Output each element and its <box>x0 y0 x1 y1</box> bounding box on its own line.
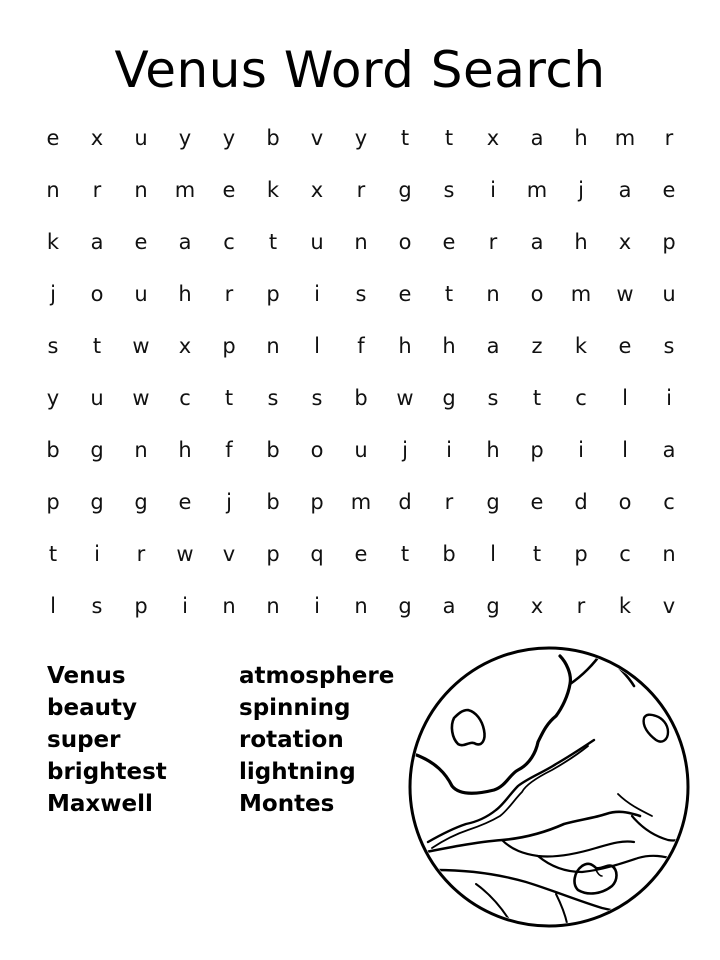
grid-letter: r <box>136 542 146 566</box>
grid-letter: j <box>578 178 584 202</box>
grid-letter: t <box>532 386 542 410</box>
grid-letter: l <box>622 438 628 462</box>
grid-letter: x <box>178 334 192 358</box>
grid-letter: j <box>402 438 408 462</box>
grid-letter: m <box>614 126 636 150</box>
grid-letter: s <box>663 334 675 358</box>
grid-letter: p <box>266 542 280 566</box>
grid-letter: c <box>575 386 587 410</box>
grid-letter: n <box>222 594 236 618</box>
grid-letter: t <box>444 126 454 150</box>
grid-letter: p <box>310 490 324 514</box>
grid-letter: n <box>354 594 368 618</box>
grid-letter: a <box>178 230 192 254</box>
grid-letter: w <box>132 334 150 358</box>
word-list-item: Venus <box>47 663 126 689</box>
grid-letter: p <box>134 594 148 618</box>
grid-letter: d <box>574 490 588 514</box>
word-list-column-1 <box>47 660 167 820</box>
word-list-item: beauty <box>47 695 137 721</box>
grid-letter: w <box>616 282 634 306</box>
grid-letter: u <box>134 126 148 150</box>
grid-letter: v <box>662 594 676 618</box>
grid-letter: k <box>618 594 632 618</box>
grid-letter: r <box>576 594 586 618</box>
grid-letter: b <box>266 490 280 514</box>
grid-letter: w <box>176 542 194 566</box>
grid-letter: l <box>50 594 56 618</box>
grid-letter: b <box>266 126 280 150</box>
grid-letter: e <box>222 178 236 202</box>
grid-letter: w <box>132 386 150 410</box>
grid-letter: b <box>442 542 456 566</box>
grid-letter: r <box>444 490 454 514</box>
grid-letter: u <box>354 438 368 462</box>
grid-letter: i <box>666 386 672 410</box>
grid-letter: u <box>310 230 324 254</box>
grid-letter: k <box>266 178 280 202</box>
grid-letter: i <box>182 594 188 618</box>
grid-letter: u <box>662 282 676 306</box>
grid-letter: y <box>46 386 60 410</box>
grid-letter: b <box>354 386 368 410</box>
grid-letter: a <box>442 594 456 618</box>
grid-letter: t <box>532 542 542 566</box>
grid-letter: h <box>574 230 588 254</box>
grid-letter: a <box>90 230 104 254</box>
grid-letter: g <box>486 490 500 514</box>
grid-letter: h <box>442 334 456 358</box>
grid-letter: n <box>134 178 148 202</box>
grid-letter: n <box>266 334 280 358</box>
venus-planet-icon <box>406 644 692 930</box>
grid-letter: i <box>578 438 584 462</box>
grid-letter: s <box>487 386 499 410</box>
grid-letter: n <box>46 178 60 202</box>
grid-letter: o <box>398 230 412 254</box>
grid-letter: c <box>223 230 235 254</box>
grid-letter: b <box>46 438 60 462</box>
grid-letter: h <box>574 126 588 150</box>
grid-letter: n <box>134 438 148 462</box>
grid-letter: p <box>46 490 60 514</box>
grid-letter: y <box>178 126 192 150</box>
grid-letter: m <box>350 490 372 514</box>
grid-letter: r <box>92 178 102 202</box>
grid-letter: e <box>134 230 148 254</box>
grid-letter: r <box>488 230 498 254</box>
grid-letter: o <box>618 490 632 514</box>
grid-letter: g <box>442 386 456 410</box>
grid-letter: t <box>400 542 410 566</box>
grid-letter: q <box>310 542 324 566</box>
grid-letter: t <box>268 230 278 254</box>
grid-letter: x <box>530 594 544 618</box>
grid-letter: r <box>356 178 366 202</box>
grid-letter: i <box>314 594 320 618</box>
grid-letter: s <box>311 386 323 410</box>
grid-letter: s <box>267 386 279 410</box>
grid-letter: e <box>178 490 192 514</box>
grid-letter: e <box>662 178 676 202</box>
word-list-item: super <box>47 727 121 753</box>
grid-letter: e <box>618 334 632 358</box>
grid-letter: y <box>222 126 236 150</box>
grid-letter: h <box>486 438 500 462</box>
grid-letter: r <box>224 282 234 306</box>
word-list-column-2 <box>239 660 394 820</box>
grid-letter: u <box>90 386 104 410</box>
grid-letter: r <box>664 126 674 150</box>
grid-letter: h <box>178 438 192 462</box>
grid-letter: o <box>530 282 544 306</box>
grid-letter: s <box>91 594 103 618</box>
grid-letter: a <box>618 178 632 202</box>
grid-letter: c <box>179 386 191 410</box>
grid-letter: n <box>354 230 368 254</box>
grid-letter: a <box>662 438 676 462</box>
grid-letter: t <box>48 542 58 566</box>
grid-letter: m <box>174 178 196 202</box>
grid-letter: g <box>90 490 104 514</box>
grid-letter: g <box>486 594 500 618</box>
grid-letter: p <box>530 438 544 462</box>
grid-letter: t <box>444 282 454 306</box>
grid-letter: i <box>94 542 100 566</box>
grid-letter: t <box>224 386 234 410</box>
grid-letter: b <box>266 438 280 462</box>
grid-letter: s <box>47 334 59 358</box>
grid-letter: h <box>178 282 192 306</box>
grid-letter: e <box>46 126 60 150</box>
grid-letter: g <box>398 178 412 202</box>
word-list-item: atmosphere <box>239 663 395 689</box>
grid-letter: p <box>266 282 280 306</box>
grid-letter: e <box>354 542 368 566</box>
grid-letter: g <box>134 490 148 514</box>
grid-letter: f <box>225 438 233 462</box>
grid-letter: s <box>443 178 455 202</box>
grid-letter: y <box>354 126 368 150</box>
grid-letter: i <box>314 282 320 306</box>
grid-letter: l <box>490 542 496 566</box>
grid-letter: p <box>574 542 588 566</box>
grid-letter: e <box>530 490 544 514</box>
grid-letter: t <box>400 126 410 150</box>
grid-letter: p <box>222 334 236 358</box>
grid-letter: f <box>357 334 365 358</box>
grid-letter: x <box>618 230 632 254</box>
grid-letter: c <box>663 490 675 514</box>
grid-letter: x <box>310 178 324 202</box>
page-title: Venus Word Search <box>114 41 606 99</box>
grid-letter: x <box>486 126 500 150</box>
grid-letter: p <box>662 230 676 254</box>
grid-letter: a <box>530 126 544 150</box>
word-list-item: brightest <box>47 759 167 785</box>
grid-letter: h <box>398 334 412 358</box>
letter-grid <box>31 112 691 632</box>
grid-letter: x <box>90 126 104 150</box>
word-list-item: spinning <box>239 695 351 721</box>
grid-letter: n <box>486 282 500 306</box>
grid-letter: s <box>355 282 367 306</box>
grid-letter: v <box>222 542 236 566</box>
grid-letter: e <box>398 282 412 306</box>
grid-letter: k <box>574 334 588 358</box>
word-list-item: Maxwell <box>47 791 153 817</box>
grid-letter: j <box>50 282 56 306</box>
grid-letter: m <box>570 282 592 306</box>
grid-letter: z <box>531 334 543 358</box>
grid-letter: i <box>490 178 496 202</box>
grid-letter: o <box>90 282 104 306</box>
grid-letter: i <box>446 438 452 462</box>
grid-letter: v <box>310 126 324 150</box>
word-list-item: lightning <box>239 759 356 785</box>
grid-letter: t <box>92 334 102 358</box>
grid-letter: o <box>310 438 324 462</box>
grid-letter: l <box>622 386 628 410</box>
grid-letter: u <box>134 282 148 306</box>
grid-letter: m <box>526 178 548 202</box>
grid-letter: a <box>486 334 500 358</box>
grid-letter: w <box>396 386 414 410</box>
grid-letter: j <box>226 490 232 514</box>
grid-letter: a <box>530 230 544 254</box>
grid-letter: c <box>619 542 631 566</box>
grid-letter: e <box>442 230 456 254</box>
word-list-item: rotation <box>239 727 344 753</box>
grid-letter: g <box>90 438 104 462</box>
grid-letter: n <box>266 594 280 618</box>
grid-letter: k <box>46 230 60 254</box>
grid-letter: g <box>398 594 412 618</box>
grid-letter: l <box>314 334 320 358</box>
grid-letter: n <box>662 542 676 566</box>
grid-letter: d <box>398 490 412 514</box>
word-list-item: Montes <box>239 791 335 817</box>
